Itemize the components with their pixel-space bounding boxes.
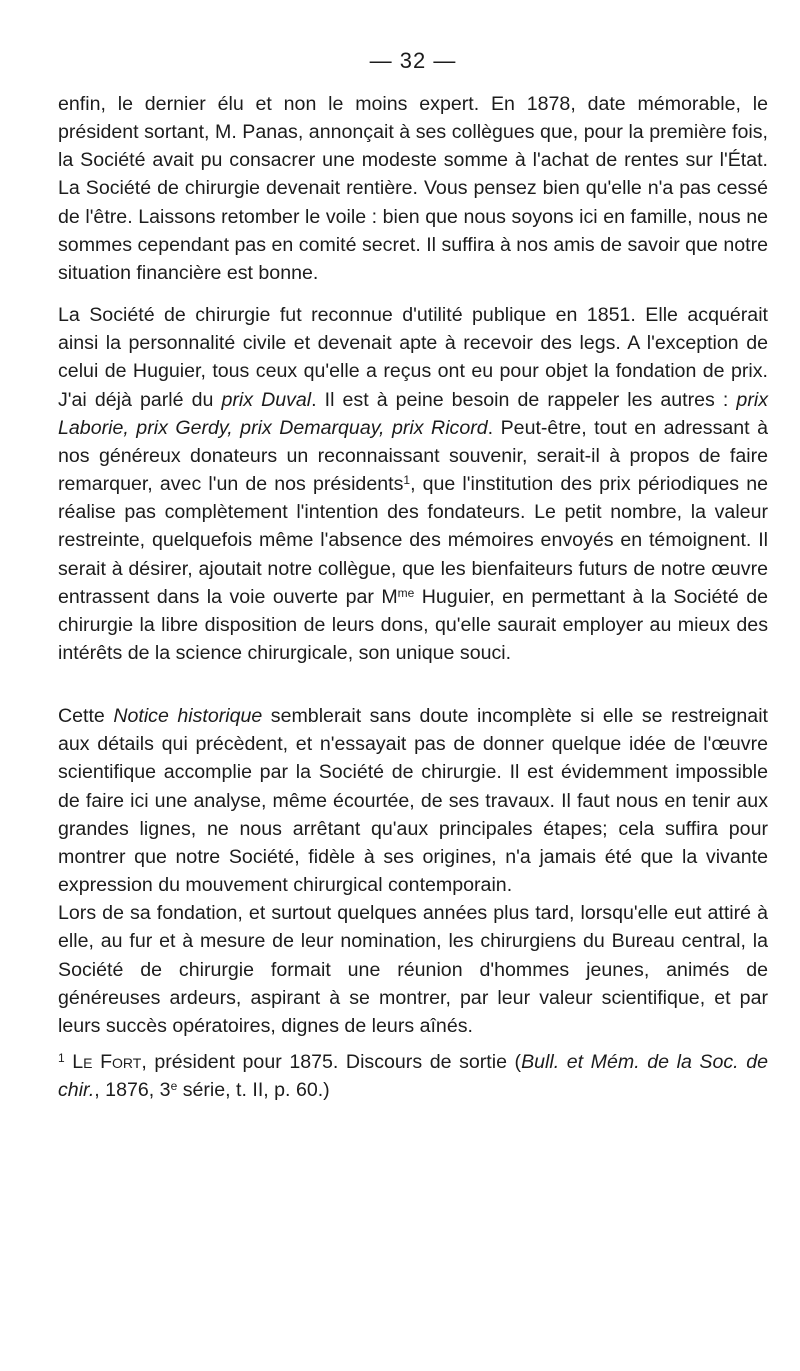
prize-duval: prix Duval — [221, 388, 312, 411]
madame-abbrev-sup: me — [397, 585, 415, 600]
footnote — [58, 1048, 768, 1104]
prize-list: prix Laborie, prix Gerdy, prix Demarquay, prix Ricord — [58, 388, 768, 439]
footnote-reference: 1 — [403, 473, 411, 488]
paragraph-founding-era — [58, 899, 768, 1040]
footnote-mark: 1 — [58, 1051, 65, 1065]
paragraph-historical-notice — [58, 702, 768, 899]
paragraph-text: , que l'institution des prix périodiques ne réalise pas complètement l'intention des fondateurs. Le petit nombre, la valeur restreinte, quelquefois même l'absence des mémoires envoyés en témoignent. Il serait à désirer, ajoutait notre collègue, que les bienfaiteurs futurs de notre œuvre entrassent dans la voie ouverte par M — [58, 473, 769, 608]
paragraph-text: Lors de sa fondation, et surtout quelques années plus tard, lorsqu'elle eut attiré à elle, au fur et à mesure de leur nomination, les chirurgiens du Bureau central, la Société de chirurgie formait une réunion d'hommes jeunes, animés de généreuses ardeurs, aspirant à se montrer, par leur valeur scientifique, et par leurs succès opératoires, dignes de leurs aînés. — [58, 902, 768, 1037]
paragraph-text: enfin, le dernier élu et non le moins expert. En 1878, date mémorable, le président sortant, M. Panas, annonçait à ses collègues que, pour la première fois, la Société avait pu consacrer une modeste somme à l'achat de rentes sur l'État. La Société de chirurgie devenait rentière. Vous pensez bien qu'elle n'a pas cessé de l'être. Laissons retomber le voile : bien que nous soyons ici en famille, nous ne sommes cependant pas en comité secret. Il suffira à nos amis de savoir que notre situation financière est bonne. — [58, 93, 768, 284]
paragraph-text: . Peut-être, tout en adressant à nos généreux donateurs un reconnaissant souvenir, serait-il à propos de faire remarquer, avec l'un de nos présidents — [58, 416, 768, 496]
footnote-text: série, t. II, p. 60.) — [177, 1079, 330, 1102]
paragraph-public-utility-and-prizes — [58, 301, 768, 667]
paragraph-financial-situation — [58, 90, 768, 287]
notice-title: Notice historique — [113, 705, 263, 728]
page-number: — 32 — — [369, 48, 457, 73]
paragraph-text: Cette — [58, 705, 114, 728]
paragraph-text: Huguier, en permettant à la Société de chirurgie la libre disposition de leurs dons, qu'elle saurait employer au mieux des intérêts de la science chirurgicale, son unique souci. — [58, 585, 768, 664]
footnote-journal: Bull. et Mém. de la Soc. de chir. — [58, 1051, 768, 1102]
paragraph-text: semblerait sans doute incomplète si elle se restreignait aux détails qui précèdent, et n'essayait pas de donner quelque idée de l'œuvre scientifique accomplie par la Société de chirurgie. Il est évidemment impossible de faire ici une analyse, même écourtée, de ses travaux. Il faut nous en tenir aux grandes lignes, ne nous arrêtant qu'aux principales étapes; cela suffira pour montrer que notre Société, fidèle à ses origines, n'a jamais été que la vivante expression du mouvement chirurgical contemporain. — [58, 705, 768, 897]
paragraph-text: La Société de chirurgie fut reconnue d'utilité publique en 1851. Elle acquérait ainsi la personnalité civile et devenait apte à recevoir des legs. A l'exception de celui de Huguier, tous ceux qu'elle a reçus ont eu pour objet la fondation de prix. J'ai déjà parlé du — [58, 304, 768, 411]
footnote-text: , président pour 1875. Discours de sortie ( — [141, 1051, 522, 1073]
footnote-series-sup: e — [170, 1079, 178, 1094]
page-body — [58, 90, 768, 1104]
paragraph-text: . Il est à peine besoin de rappeler les autres : — [311, 388, 737, 411]
footnote-author: Le Fort — [72, 1051, 142, 1073]
footnote-text: , 1876, 3 — [94, 1079, 171, 1102]
book-page — [58, 0, 768, 1371]
